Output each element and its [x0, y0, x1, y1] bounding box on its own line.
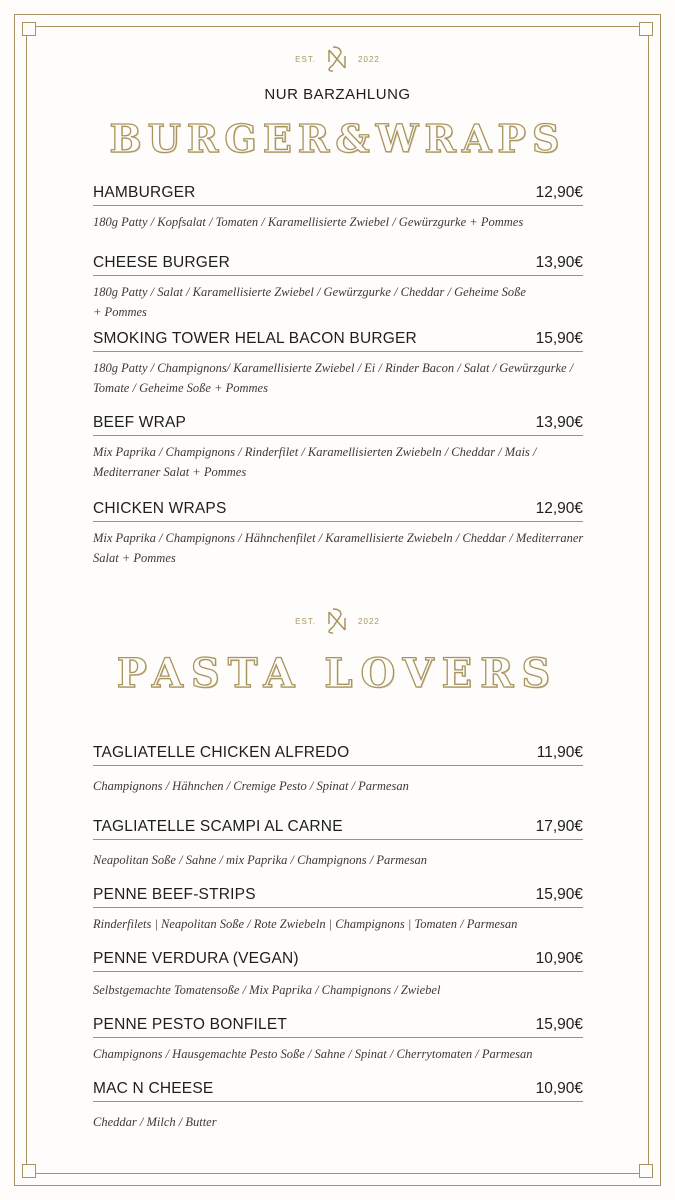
item-price: 13,90€ — [535, 414, 583, 431]
logo-year: 2022 — [358, 54, 380, 64]
item-name: PENNE BEEF-STRIPS — [93, 886, 256, 903]
item-name: MAC N CHEESE — [93, 1080, 214, 1097]
section-title-pasta: PASTA LOVERS — [116, 650, 559, 697]
item-name: PENNE VERDURA (VEGAN) — [93, 950, 299, 967]
menu-item — [93, 254, 583, 322]
item-name: CHEESE BURGER — [93, 254, 230, 271]
item-price: 10,90€ — [535, 1080, 583, 1097]
corner-ornament — [639, 22, 653, 36]
corner-ornament — [22, 22, 36, 36]
item-name: SMOKING TOWER HELAL BACON BURGER — [93, 330, 417, 347]
logo — [0, 606, 675, 636]
menu-item — [93, 500, 583, 568]
menu-item — [93, 886, 583, 934]
item-description: 180g Patty / Kopfsalat / Tomaten / Karamellisierte Zwiebel / Gewürzgurke + Pommes — [93, 215, 524, 229]
item-name: HAMBURGER — [93, 184, 196, 201]
item-name: TAGLIATELLE SCAMPI AL CARNE — [93, 818, 343, 835]
section-title-burger: BURGER&WRAPS — [109, 116, 566, 161]
payment-note: NUR BARZAHLUNG — [264, 86, 411, 103]
logo-est: EST. — [295, 54, 317, 64]
menu-item — [93, 414, 583, 482]
item-price: 10,90€ — [535, 950, 583, 967]
item-name: BEEF WRAP — [93, 414, 187, 431]
item-price: 17,90€ — [535, 818, 583, 835]
item-description: Mix Paprika / Champignons / Hähnchenfilet / Karamellisierte Zwiebeln / Cheddar / Mediterraner Salat + Pommes — [93, 531, 584, 565]
item-description: Rinderfilets | Neapolitan Soße / Rote Zwiebeln | Champignons | Tomaten / Parmesan — [93, 917, 518, 931]
item-price: 12,90€ — [535, 500, 583, 517]
item-description: 180g Patty / Champignons/ Karamellisierte Zwiebel / Ei / Rinder Bacon / Salat / Gewürzgurke / Tomate / Geheime Soße + Pommes — [93, 361, 574, 395]
menu-item — [93, 744, 583, 796]
item-name: PENNE PESTO BONFILET — [93, 1016, 288, 1033]
item-description: Selbstgemachte Tomatensoße / Mix Paprika / Champignons / Zwiebel — [93, 983, 441, 997]
menu-item — [93, 1080, 583, 1132]
logo-year: 2022 — [358, 616, 380, 626]
logo-est: EST. — [295, 616, 317, 626]
item-price: 12,90€ — [535, 184, 583, 201]
item-price: 15,90€ — [535, 1016, 583, 1033]
item-price: 11,90€ — [536, 744, 583, 761]
item-name: CHICKEN WRAPS — [93, 500, 227, 517]
monogram-icon — [324, 44, 350, 74]
monogram-icon — [324, 606, 350, 636]
logo — [0, 44, 675, 74]
menu-item — [93, 184, 583, 232]
item-description: Neapolitan Soße / Sahne / mix Paprika / Champignons / Parmesan — [93, 853, 428, 867]
item-description: Mix Paprika / Champignons / Rinderfilet / Karamellisierten Zwiebeln / Cheddar / Mais / Mediterraner Salat + Pommes — [93, 445, 537, 479]
item-price: 15,90€ — [535, 886, 583, 903]
item-price: 15,90€ — [535, 330, 583, 347]
corner-ornament — [22, 1164, 36, 1178]
item-description: Champignons / Hausgemachte Pesto Soße / Sahne / Spinat / Cherrytomaten / Parmesan — [93, 1047, 533, 1061]
item-name: TAGLIATELLE CHICKEN ALFREDO — [93, 744, 350, 761]
menu-item — [93, 818, 583, 870]
item-description: 180g Patty / Salat / Karamellisierte Zwiebel / Gewürzgurke / Cheddar / Geheime Soße + Pommes — [93, 285, 526, 319]
menu-item — [93, 1016, 583, 1064]
item-price: 13,90€ — [535, 254, 583, 271]
corner-ornament — [639, 1164, 653, 1178]
item-description: Champignons / Hähnchen / Cremige Pesto / Spinat / Parmesan — [93, 779, 409, 793]
menu-item — [93, 950, 583, 1000]
item-description: Cheddar / Milch / Butter — [93, 1115, 217, 1129]
menu-item — [93, 330, 583, 398]
